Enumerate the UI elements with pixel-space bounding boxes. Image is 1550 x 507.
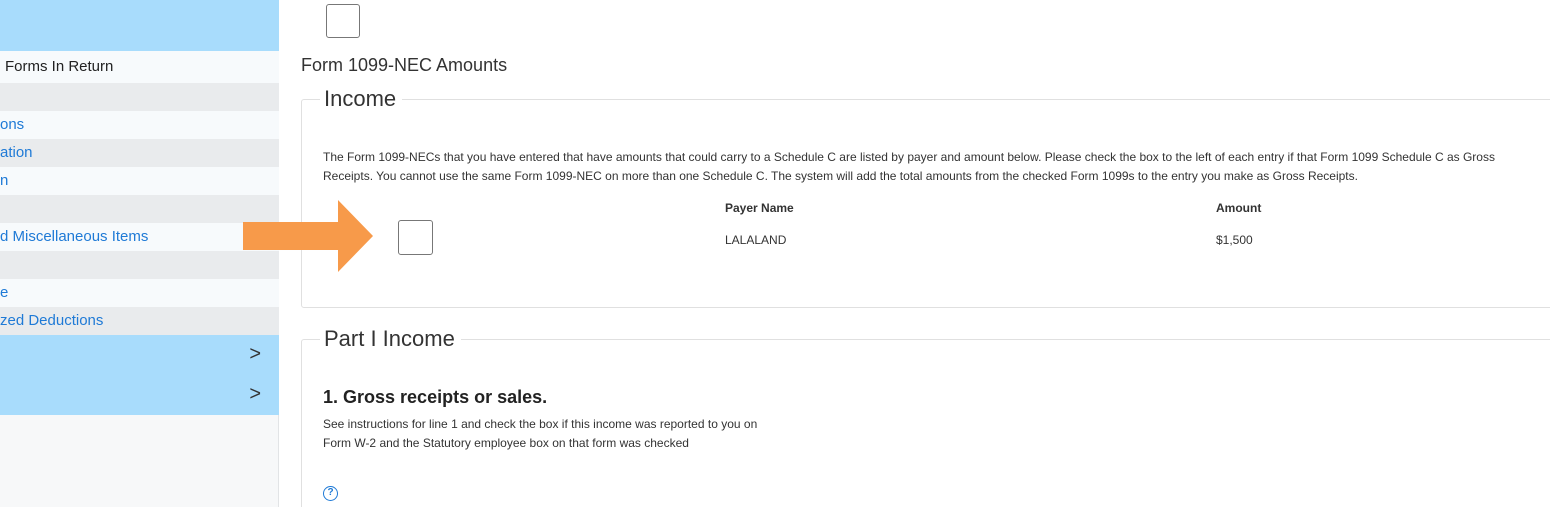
sidebar-item-e[interactable] — [0, 279, 279, 307]
top-checkbox[interactable] — [326, 4, 360, 38]
sidebar-header — [0, 0, 279, 51]
sidebar-item-link[interactable]: d Miscellaneous Items — [0, 228, 149, 245]
gross-receipts-description-line-1: See instructions for line 1 and check the box if this income was reported to you on — [323, 417, 758, 431]
part1-legend: Part I Income — [324, 326, 455, 351]
amount-cell: $1,500 — [1216, 233, 1253, 247]
payer-name-header: Payer Name — [725, 201, 794, 215]
sidebar-item-forms-in-return[interactable] — [0, 51, 279, 83]
sidebar-section-2[interactable] — [0, 375, 279, 415]
income-legend: Income — [324, 86, 397, 111]
gross-receipts-description — [323, 415, 823, 453]
sidebar — [0, 0, 279, 507]
sidebar-item-n[interactable] — [0, 167, 279, 195]
sidebar-item-link[interactable]: e — [0, 284, 9, 301]
payer-row-checkbox[interactable] — [398, 220, 433, 255]
chevron-right-icon: > — [249, 343, 261, 365]
sidebar-item-blank-1 — [0, 83, 279, 111]
sidebar-item-label: Forms In Return — [5, 58, 114, 75]
sidebar-item-link[interactable]: n — [0, 172, 9, 189]
income-panel — [301, 86, 1550, 308]
income-description: The Form 1099-NECs that you have entered that have amounts that could carry to a Schedule C are listed by payer and amount below. Please check the box to the left of each entry if that Form 1099 Schedule C as Gross Receipts. You cannot use the same Form 1099-NEC on more than one Schedule C. The system will add the total amounts from the checked Form 1099s to the entry you make as Gross Receipts. — [323, 150, 1495, 183]
amount-header: Amount — [1216, 201, 1262, 215]
sidebar-item-link[interactable]: ons — [0, 116, 25, 133]
sidebar-item-miscellaneous-items[interactable] — [0, 223, 279, 251]
sidebar-item-options[interactable] — [0, 111, 279, 139]
arrow-right-icon — [243, 200, 373, 272]
help-circle-icon[interactable]: ? — [323, 486, 338, 501]
sidebar-item-blank-2 — [0, 195, 279, 223]
gross-receipts-description-line-2: Form W-2 and the Statutory employee box on that form was checked — [323, 436, 689, 450]
sidebar-section-1[interactable] — [0, 335, 279, 375]
sidebar-item-information[interactable] — [0, 139, 279, 167]
sidebar-item-link[interactable]: zed Deductions — [0, 312, 104, 329]
gross-receipts-title: 1. Gross receipts or sales. — [323, 387, 548, 407]
form-title: Form 1099-NEC Amounts — [301, 55, 508, 75]
chevron-right-icon: > — [249, 383, 261, 405]
payer-name-cell: LALALAND — [725, 233, 787, 247]
sidebar-item-itemized-deductions[interactable] — [0, 307, 279, 335]
sidebar-item-link[interactable]: ation — [0, 144, 33, 161]
main-content — [279, 0, 1550, 507]
sidebar-item-blank-3 — [0, 251, 279, 279]
